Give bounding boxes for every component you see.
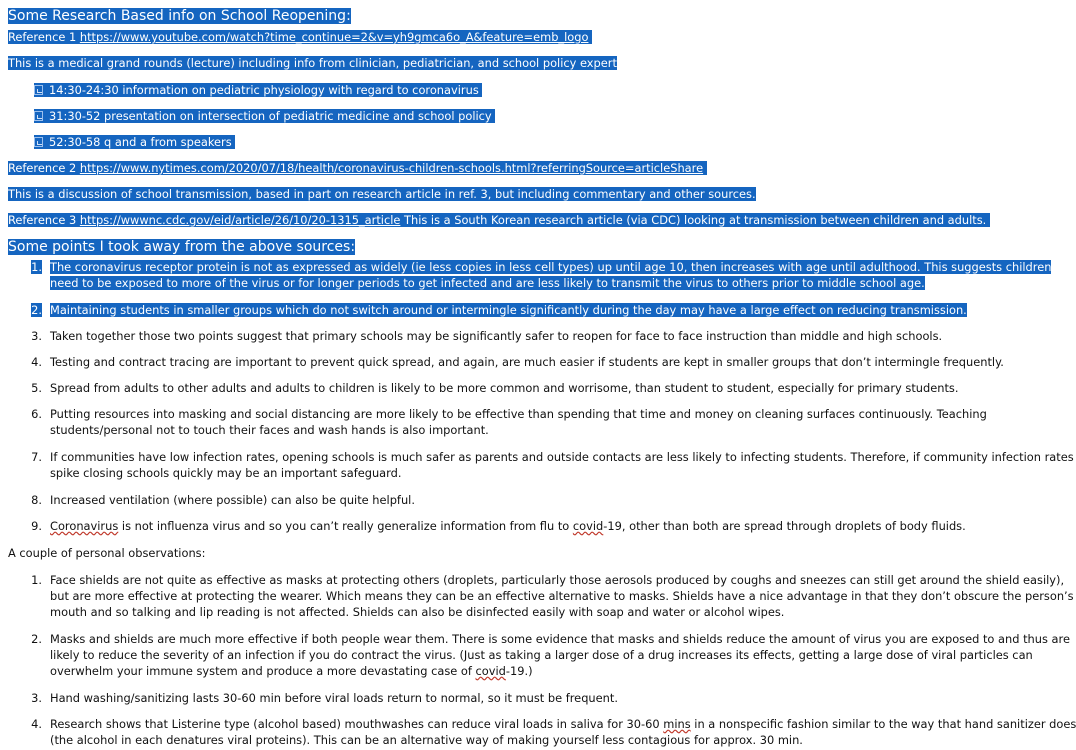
list-number: 5.: [31, 381, 42, 395]
point-8: Increased ventilation (where possible) can also be quite helpful.: [50, 493, 415, 507]
point-1-line-1: The coronavirus receptor protein is not as expressed as widely (ie less copies in less cell types) up until age 10, then increases with age until adulthood. This suggests children: [50, 260, 1052, 274]
reference-3-link[interactable]: https://wwwnc.cdc.gov/eid/article/26/10/20-1315_article: [79, 213, 401, 227]
heading-text: Some Research Based info on School Reopening:: [8, 8, 351, 24]
reference-2-link[interactable]: https://www.nytimes.com/2020/07/18/health/coronavirus-children-schools.html?referringSource=articleShare: [79, 161, 704, 175]
point-6-line-2: students/personal not to touch their faces and wash hands is also important.: [50, 423, 489, 437]
spellcheck-word[interactable]: covid: [572, 519, 604, 533]
list-number: 3.: [31, 691, 42, 705]
point-3: Taken together those two points suggest that primary schools may be significantly safer to reopen for face to face instruction than middle and high schools.: [50, 329, 943, 343]
list-number: 1.: [31, 573, 42, 587]
observations-heading: A couple of personal observations:: [8, 546, 206, 560]
reference-3: Reference 3 https://wwwnc.cdc.gov/eid/article/26/10/20-1315_article This is a South Korean research article (via CDC) looking at transmission between children and adults.: [8, 212, 990, 228]
observation-2-line-1: Masks and shields are much more effective if both people wear them. There is some evidence that masks and shields reduce the amount of virus you are exposed to and thus are: [50, 632, 1070, 646]
observation-1-line-1: Face shields are not quite as effective as masks at protecting others (droplets, particularly those aerosols produced by coughs and sneezes can still get around the shield easily),: [50, 573, 1065, 587]
point-2: Maintaining students in smaller groups which do not switch around or intermingle significantly during the day may have a large effect on reducing transmission.: [50, 303, 967, 317]
list-number: 4.: [31, 717, 42, 731]
reference-1-label: Reference 1: [8, 30, 77, 44]
point-7-line-1: If communities have low infection rates, opening schools is much safer as parents and outside contacts are less likely to infecting students. Therefore, if community infection rates: [50, 450, 1074, 464]
spellcheck-word[interactable]: mins: [663, 717, 691, 731]
observation-1-line-2: but are more effective at protecting the wearer. Which means they can be an effective alternative to masks. Shields have a nice advantage in that they don’t obscure the person’s: [50, 589, 1074, 603]
point-7-line-2: spike closing schools quickly may be an important safeguard.: [50, 466, 402, 480]
reference-1: [8, 29, 592, 45]
checkbox-bullet-icon: [34, 85, 43, 95]
ref1-bullet-3: 52:30-58 q and a from speakers: [34, 134, 235, 150]
list-number: 1.: [31, 260, 42, 274]
ref1-bullet-2: 31:30-52 presentation on intersection of pediatric medicine and school policy: [34, 108, 495, 124]
list-number: 6.: [31, 407, 42, 421]
point-5: Spread from adults to other adults and adults to children is likely to be more common and worrisome, than student to student, especially for primary students.: [50, 381, 959, 395]
reference-1-description: This is a medical grand rounds (lecture) including info from clinician, pediatrician, and school policy expert: [8, 56, 617, 70]
list-number: 2.: [31, 303, 42, 317]
checkbox-bullet-icon: [34, 137, 43, 147]
observation-4-line-1: Research shows that Listerine type (alcohol based) mouthwashes can reduce viral loads in saliva for 30-60 mins in a nonspecific fashion similar to the way that hand sanitizer does: [50, 717, 1076, 731]
list-number: 4.: [31, 355, 42, 369]
list-number: 7.: [31, 450, 42, 464]
point-4: Testing and contract tracing are important to prevent quick spread, and again, are much easier if students are kept in smaller groups that don’t intermingle frequently.: [50, 355, 1004, 369]
points-heading: Some points I took away from the above sources:: [8, 239, 356, 255]
list-number: 2.: [31, 632, 42, 646]
observation-4-line-2: (the alcohol in each denatures viral proteins). This can be an alternative way of making yourself less contagious for approx. 30 min.: [50, 733, 803, 747]
reference-1-link[interactable]: https://www.youtube.com/watch?time_continue=2&v=yh9gmca6o_A&feature=emb_logo: [79, 30, 589, 44]
observation-2-line-3: overwhelm your immune system and produce a more devastating case of covid-19.): [50, 664, 533, 678]
list-number: 3.: [31, 329, 42, 343]
spellcheck-word[interactable]: Coronavirus: [50, 519, 119, 533]
point-9: Coronavirus is not influenza virus and so you can’t really generalize information from flu to covid-19, other than both are spread through droplets of body fluids.: [50, 519, 966, 533]
list-number: 8.: [31, 493, 42, 507]
reference-2-description: This is a discussion of school transmission, based in part on research article in ref. 3, but including commentary and other sources.: [8, 187, 756, 201]
list-number: 9.: [31, 519, 42, 533]
observation-3: Hand washing/sanitizing lasts 30-60 min before viral loads return to normal, so it must be frequent.: [50, 691, 618, 705]
reference-2: Reference 2 https://www.nytimes.com/2020/07/18/health/coronavirus-children-schools.html?referringSource=articleShare: [8, 160, 707, 176]
ref1-bullet-1: 14:30-24:30 information on pediatric physiology with regard to coronavirus: [34, 82, 482, 98]
observation-1-line-3: mouth and so talking and lip reading is not affected. Shields can also be disinfected easily with soap and water or alcohol wipes.: [50, 605, 785, 619]
checkbox-bullet-icon: [34, 111, 43, 121]
doc-heading: [8, 8, 351, 25]
spellcheck-word[interactable]: covid: [475, 664, 506, 678]
observation-2-line-2: likely to reduce the severity of an infection if you do contract the virus. (Just as taking a larger dose of a drug increases its effects, getting a large dose of viral particles can: [50, 648, 1033, 662]
point-6-line-1: Putting resources into masking and social distancing are more likely to be effective than spending that time and money on cleaning surfaces continuously. Teaching: [50, 407, 987, 421]
point-1-line-2: need to be exposed to more of the virus or for longer periods to get infected and are less likely to transmit the virus to others prior to middle school age.: [50, 276, 925, 290]
